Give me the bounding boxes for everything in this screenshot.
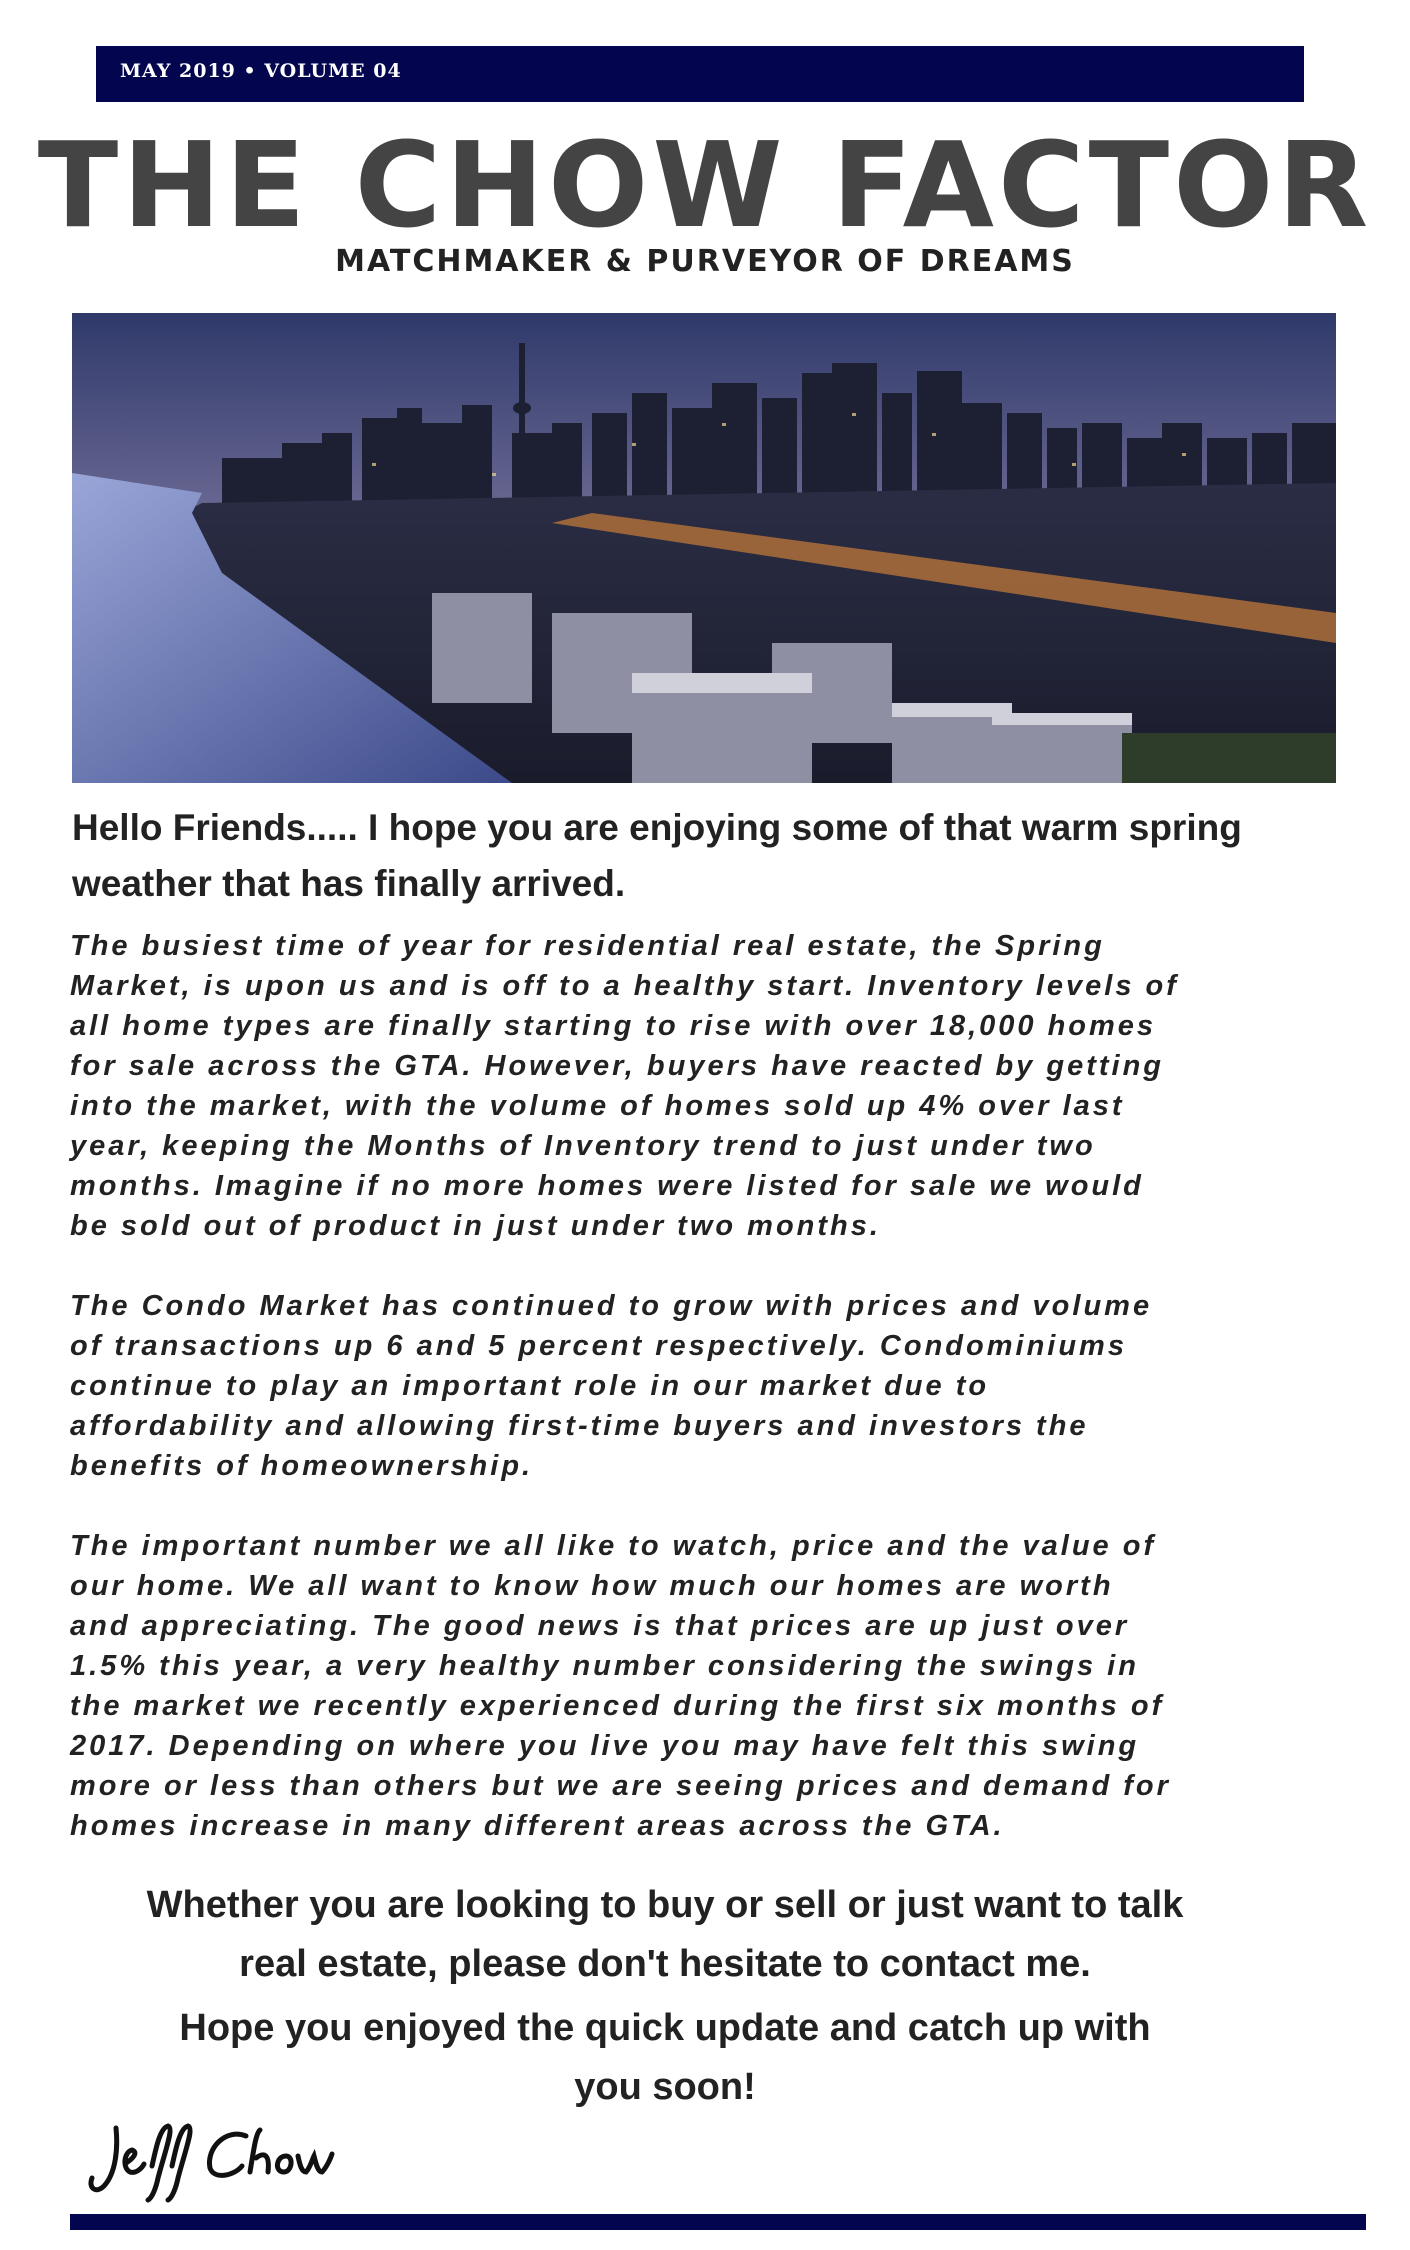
issue-label: MAY 2019 • VOLUME 04 — [120, 60, 402, 82]
article-body — [70, 926, 1340, 1886]
footer-rule — [70, 2214, 1366, 2230]
newsletter-tagline: MATCHMAKER & PURVEYOR OF DREAMS — [335, 244, 1075, 279]
paragraph-prices: The important number we all like to watch, price and the value of our home. We all want to know how much our homes are worth and appreciating. The good news is that prices are up just over 1.5% this year, a very healthy number considering the swings in the market we recently experienced during the first six months of 2017. Depending on where you live you may have felt this swing more or less than others but we are seeing prices and demand for homes increase in many different areas across the GTA. — [70, 1530, 1171, 1842]
city-skyline-photo — [72, 313, 1336, 783]
paragraph-condo-market: The Condo Market has continued to grow with prices and volume of transactions up 6 and 5 percent respectively. Condominiums continue to play an important role in our market due to affordability and allowing first-time buyers and investors the benefits of homeownership. — [70, 1290, 1153, 1482]
signature — [86, 2108, 346, 2208]
greeting-headline: Hello Friends..... I hope you are enjoying some of that warm spring weather that has finally arrived. — [72, 807, 1242, 904]
closing-contact: Whether you are looking to buy or sell or just want to talk real estate, please don't hesitate to contact me. — [146, 1884, 1184, 1985]
paragraph-spring-market: The busiest time of year for residential real estate, the Spring Market, is upon us and is off to a healthy start. Inventory levels of all home types are finally starting to rise with over 18,000 homes for sale across the GTA. However, buyers have reacted by getting into the market, with the volume of homes sold up 4% over last year, keeping the Months of Inventory trend to just under two months. Imagine if no more homes were listed for sale we would be sold out of product in just under two months. — [70, 930, 1179, 1242]
closing-message — [60, 1876, 1270, 2122]
closing-farewell: Hope you enjoyed the quick update and catch up with you soon! — [179, 2007, 1151, 2108]
newsletter-title: THE CHOW FACTOR — [37, 116, 1373, 254]
issue-banner — [96, 46, 1304, 102]
